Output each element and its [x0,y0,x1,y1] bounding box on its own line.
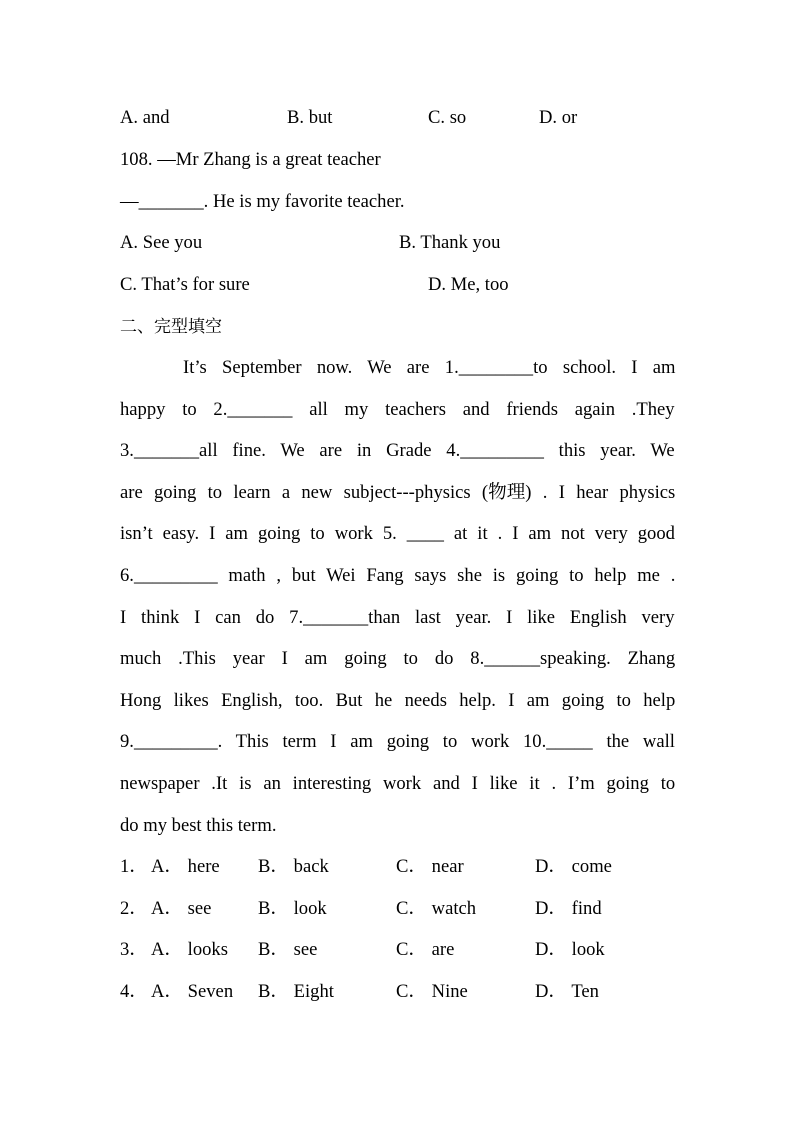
choice-row-1 [120,856,680,878]
q107-option-d: D. or [539,107,578,128]
q108-option-d: D. Me, too [428,274,509,295]
choice-option-d: D． look [535,939,605,960]
choice-option-a: A． here [151,856,220,877]
choice-option-a: A． looks [151,939,228,960]
passage-line: are going to learn a new subject---physics (物理) . I hear physics [120,482,676,503]
passage-line: 3._______all fine. We are in Grade 4._________ this year. We [120,440,675,461]
choice-option-d: D． Ten [535,981,599,1002]
passage-line: do my best this term. [120,815,277,836]
choice-option-b: B． back [258,856,329,877]
choice-number: 1． [120,856,148,877]
passage-line: I think I can do 7._______than last year. I like English very [120,607,675,628]
passage-line: It’s September now. We are 1.________to school. I am [183,357,676,378]
passage-line: newspaper .It is an interesting work and I like it . I’m going to [120,773,676,794]
choice-row-3 [120,939,680,961]
q108-option-b: B. Thank you [399,232,501,253]
passage-line: isn’t easy. I am going to work 5. ____ at it . I am not very good [120,523,675,544]
passage-line: Hong likes English, too. But he needs help. I am going to help [120,690,676,711]
q107-option-c: C. so [428,107,467,128]
q108-response: —_______. He is my favorite teacher. [120,191,405,212]
q107-option-a: A. and [120,107,170,128]
q108-option-a: A. See you [120,232,203,253]
q108-options-row-1 [120,232,680,254]
q108-options-row-2 [120,274,680,296]
passage-line: 9._________. This term I am going to work 10._____ the wall [120,731,675,752]
choice-number: 3． [120,939,148,960]
choice-option-c: C． Nine [396,981,468,1002]
choice-option-d: D． find [535,898,602,919]
choice-option-a: A． Seven [151,981,234,1002]
choice-option-b: B． look [258,898,327,919]
passage-line: much .This year I am going to do 8.______speaking. Zhang [120,648,676,669]
choice-option-c: C． are [396,939,455,960]
passage-line: happy to 2._______ all my teachers and friends again .They [120,399,675,420]
choice-number: 2． [120,898,148,919]
q108-option-c: C. That’s for sure [120,274,250,295]
choice-row-2 [120,898,680,920]
choice-option-d: D． come [535,856,612,877]
choice-option-c: C． near [396,856,464,877]
choice-option-b: B． Eight [258,981,334,1002]
choice-number: 4． [120,981,148,1002]
choice-row-4 [120,981,680,1003]
choice-option-b: B． see [258,939,318,960]
section-heading: 二、完型填空 [120,317,222,337]
q108-question: 108. —Mr Zhang is a great teacher [120,149,381,170]
passage-line: 6._________ math , but Wei Fang says she is going to help me . [120,565,676,586]
choice-option-c: C． watch [396,898,477,919]
q107-options-row [120,107,680,129]
q107-option-b: B. but [287,107,333,128]
choice-option-a: A． see [151,898,212,919]
